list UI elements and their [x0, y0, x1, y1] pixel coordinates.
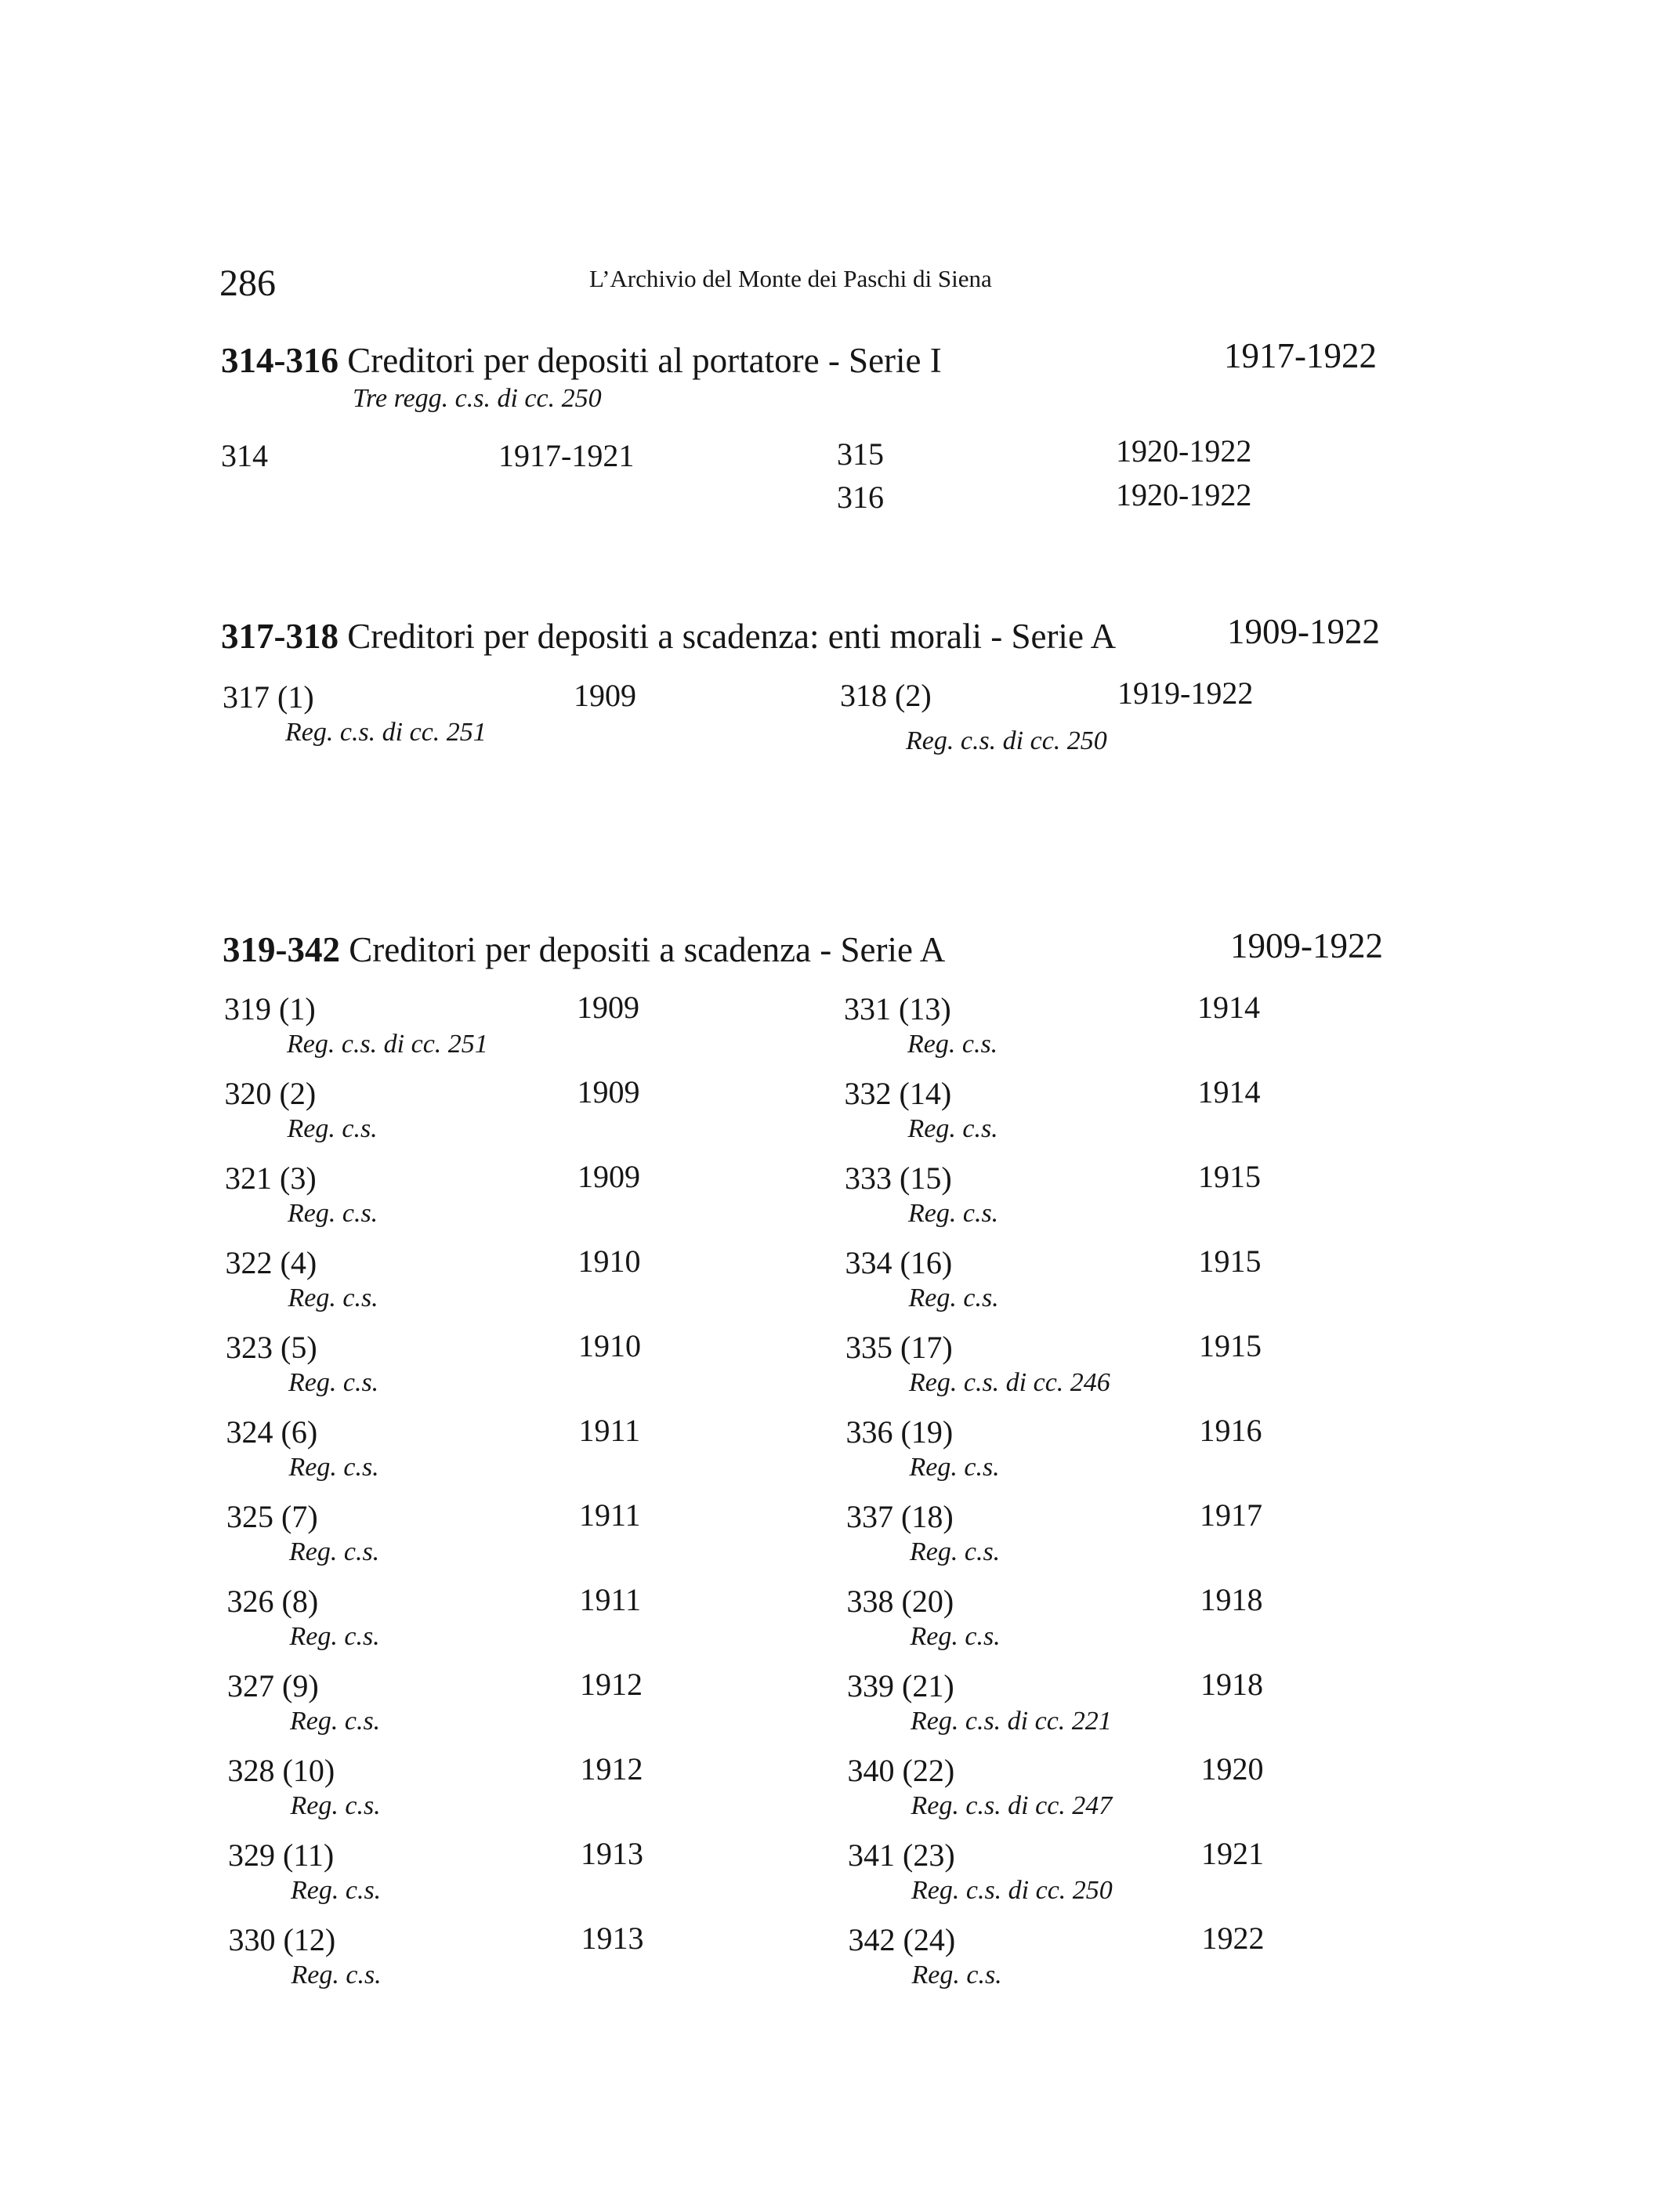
item-note: Reg. c.s. [291, 1876, 382, 1905]
section-title: Creditori per depositi a scadenza: enti morali - Serie A [347, 617, 1117, 656]
item-number: 315 [837, 436, 884, 472]
item-dates: 1914 [1197, 1074, 1261, 1110]
item-note: Reg. c.s. [907, 1030, 998, 1059]
item-dates: 1921 [1201, 1836, 1264, 1871]
item-note: Reg. c.s. [288, 1199, 378, 1228]
item-note: Reg. c.s. [908, 1283, 999, 1312]
item-number: 320 (2) [224, 1076, 317, 1111]
item-number: 327 (9) [227, 1668, 319, 1703]
item-note: Reg. c.s. [290, 1791, 381, 1820]
item-number: 335 (17) [845, 1330, 953, 1365]
section-range: 314-316 [221, 341, 339, 380]
item-dates: 1909 [577, 1074, 640, 1110]
item-dates: 1920-1922 [1116, 433, 1252, 469]
item-number: 321 (3) [225, 1160, 317, 1196]
item-note: Reg. c.s. di cc. 251 [285, 718, 487, 747]
item-number: 340 (22) [847, 1753, 955, 1788]
item-dates: 1918 [1200, 1667, 1263, 1702]
item-note: Reg. c.s. [289, 1537, 380, 1566]
item-note: Reg. c.s. [288, 1453, 379, 1482]
item-note: Reg. c.s. di cc. 247 [911, 1791, 1113, 1820]
item-dates: 1910 [578, 1328, 641, 1363]
item-note: Reg. c.s. [291, 1960, 382, 1989]
item-number: 332 (14) [844, 1076, 952, 1111]
item-number: 324 (6) [226, 1414, 318, 1450]
item-note: Reg. c.s. di cc. 221 [911, 1707, 1112, 1736]
item-dates: 1911 [579, 1582, 642, 1617]
item-dates: 1919-1922 [1117, 675, 1254, 711]
item-dates: 1911 [579, 1497, 641, 1533]
item-dates: 1918 [1200, 1582, 1263, 1617]
item-dates: 1915 [1198, 1244, 1262, 1279]
item-number: 337 (18) [846, 1499, 954, 1534]
item-number: 333 (15) [845, 1160, 952, 1196]
section-note: Tre regg. c.s. di cc. 250 [353, 384, 602, 413]
item-note: Reg. c.s. [289, 1622, 380, 1651]
item-dates: 1915 [1199, 1328, 1262, 1363]
item-number: 341 (23) [848, 1837, 955, 1873]
item-note: Reg. c.s. di cc. 251 [287, 1030, 488, 1059]
section-title: Creditori per depositi a scadenza - Serie A [349, 930, 946, 969]
section-dates: 1909-1922 [1230, 926, 1383, 965]
item-note: Reg. c.s. [910, 1537, 1001, 1566]
item-number: 342 (24) [848, 1922, 956, 1957]
item-number: 326 (8) [226, 1584, 319, 1619]
item-note: Reg. c.s. [287, 1114, 378, 1143]
item-number: 328 (10) [227, 1753, 335, 1788]
item-note: Reg. c.s. [908, 1199, 999, 1228]
item-dates: 1912 [580, 1751, 643, 1787]
item-dates: 1910 [578, 1244, 641, 1279]
page-number: 286 [219, 262, 276, 304]
item-number: 316 [837, 480, 884, 515]
item-number: 336 (19) [845, 1414, 954, 1450]
item-dates: 1909 [577, 990, 639, 1025]
item-dates: 1909 [574, 678, 636, 713]
section-heading [221, 343, 942, 378]
item-dates: 1909 [578, 1159, 640, 1194]
item-dates: 1916 [1199, 1413, 1262, 1448]
item-number: 318 (2) [840, 678, 932, 713]
item-dates: 1917 [1200, 1497, 1262, 1533]
item-note: Reg. c.s. [907, 1114, 998, 1143]
item-number: 331 (13) [844, 991, 951, 1026]
section-dates: 1917-1922 [1224, 336, 1377, 375]
item-dates: 1912 [580, 1667, 643, 1702]
item-dates: 1920 [1200, 1751, 1264, 1787]
section-dates: 1909-1922 [1227, 612, 1380, 651]
item-number: 314 [221, 438, 268, 473]
item-number: 317 (1) [223, 679, 314, 715]
item-note: Reg. c.s. di cc. 246 [909, 1368, 1110, 1397]
item-dates: 1913 [581, 1921, 644, 1956]
section-heading [223, 932, 945, 968]
item-number: 339 (21) [847, 1668, 954, 1703]
item-note: Reg. c.s. di cc. 250 [911, 1876, 1113, 1905]
item-dates: 1917-1921 [498, 438, 635, 473]
item-number: 329 (11) [228, 1837, 335, 1873]
item-dates: 1915 [1198, 1159, 1261, 1194]
section-range: 319-342 [223, 930, 340, 969]
running-head: L’Archivio del Monte dei Paschi di Siena [589, 265, 992, 292]
item-number: 323 (5) [226, 1330, 317, 1365]
item-note: Reg. c.s. [910, 1622, 1001, 1651]
item-dates: 1913 [581, 1836, 643, 1871]
item-dates: 1914 [1197, 990, 1260, 1025]
section-range: 317-318 [221, 617, 339, 656]
item-note: Reg. c.s. [911, 1960, 1002, 1989]
item-number: 319 (1) [224, 991, 316, 1026]
item-number: 322 (4) [225, 1245, 317, 1280]
section-title: Creditori per depositi al portatore - Serie I [347, 341, 942, 380]
item-note: Reg. c.s. di cc. 250 [906, 726, 1107, 755]
item-note: Reg. c.s. [288, 1283, 378, 1312]
item-note: Reg. c.s. [290, 1707, 381, 1736]
item-number: 338 (20) [846, 1584, 954, 1619]
item-note: Reg. c.s. [909, 1453, 1000, 1482]
item-dates: 1911 [578, 1413, 641, 1448]
item-number: 325 (7) [226, 1499, 318, 1534]
item-number: 330 (12) [228, 1922, 336, 1957]
item-dates: 1920-1922 [1116, 477, 1252, 512]
section-heading [221, 619, 1116, 654]
item-note: Reg. c.s. [288, 1368, 379, 1397]
item-number: 334 (16) [845, 1245, 953, 1280]
item-dates: 1922 [1201, 1921, 1265, 1956]
